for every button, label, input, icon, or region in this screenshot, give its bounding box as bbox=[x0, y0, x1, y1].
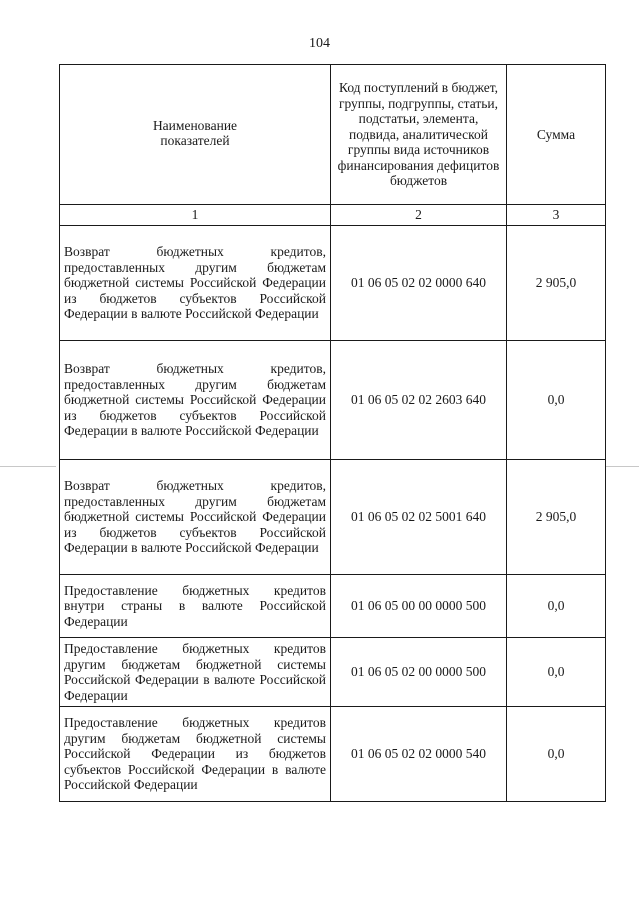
sum-cell: 0,0 bbox=[507, 575, 606, 638]
table-row bbox=[60, 638, 606, 707]
indicator-name-cell: Возврат бюджетных кредитов, предоставленных другим бюджетам бюджетной системы Российской Федерации из бюджетов субъектов Российской Федерации в валюте Российской Федерации bbox=[60, 341, 331, 460]
table-row bbox=[60, 575, 606, 638]
indicator-name-cell: Возврат бюджетных кредитов, предоставленных другим бюджетам бюджетной системы Российской Федерации из бюджетов субъектов Российской Федерации в валюте Российской Федерации bbox=[60, 226, 331, 341]
income-code-cell: 01 06 05 02 00 0000 500 bbox=[331, 638, 507, 707]
table-header-row bbox=[60, 65, 606, 205]
indicator-name-cell: Предоставление бюджетных кредитов другим бюджетам бюджетной системы Российской Федерации из бюджетов субъектов Российской Федерации в валюте Российской Федерации bbox=[60, 707, 331, 802]
income-code-cell: 01 06 05 02 02 5001 640 bbox=[331, 460, 507, 575]
scan-artifact-line bbox=[0, 466, 56, 467]
income-code-cell: 01 06 05 00 00 0000 500 bbox=[331, 575, 507, 638]
indicator-name-cell: Предоставление бюджетных кредитов внутри страны в валюте Российской Федерации bbox=[60, 575, 331, 638]
table-row bbox=[60, 226, 606, 341]
column-number-row bbox=[60, 205, 606, 226]
sum-cell: 0,0 bbox=[507, 707, 606, 802]
sum-cell: 0,0 bbox=[507, 341, 606, 460]
sum-cell: 2 905,0 bbox=[507, 460, 606, 575]
indicator-name-cell: Предоставление бюджетных кредитов другим бюджетам бюджетной системы Российской Федерации в валюте Российской Федерации bbox=[60, 638, 331, 707]
column-number: 2 bbox=[331, 205, 507, 226]
indicator-name-cell: Возврат бюджетных кредитов, предоставленных другим бюджетам бюджетной системы Российской Федерации из бюджетов субъектов Российской Федерации в валюте Российской Федерации bbox=[60, 460, 331, 575]
column-number: 3 bbox=[507, 205, 606, 226]
header-indicator-name: Наименование показателей bbox=[60, 65, 331, 205]
scan-artifact-line bbox=[606, 466, 639, 467]
budget-sources-table bbox=[59, 64, 606, 802]
sum-cell: 0,0 bbox=[507, 638, 606, 707]
header-sum: Сумма bbox=[507, 65, 606, 205]
table-row bbox=[60, 341, 606, 460]
sum-cell: 2 905,0 bbox=[507, 226, 606, 341]
page-number: 104 bbox=[309, 36, 330, 51]
income-code-cell: 01 06 05 02 02 0000 540 bbox=[331, 707, 507, 802]
table-row bbox=[60, 460, 606, 575]
income-code-cell: 01 06 05 02 02 0000 640 bbox=[331, 226, 507, 341]
income-code-cell: 01 06 05 02 02 2603 640 bbox=[331, 341, 507, 460]
table-row bbox=[60, 707, 606, 802]
header-income-code: Код поступлений в бюджет, группы, подгруппы, статьи, подстатьи, элемента, подвида, аналитической группы вида источников финансирования дефицитов бюджетов bbox=[331, 65, 507, 205]
column-number: 1 bbox=[60, 205, 331, 226]
